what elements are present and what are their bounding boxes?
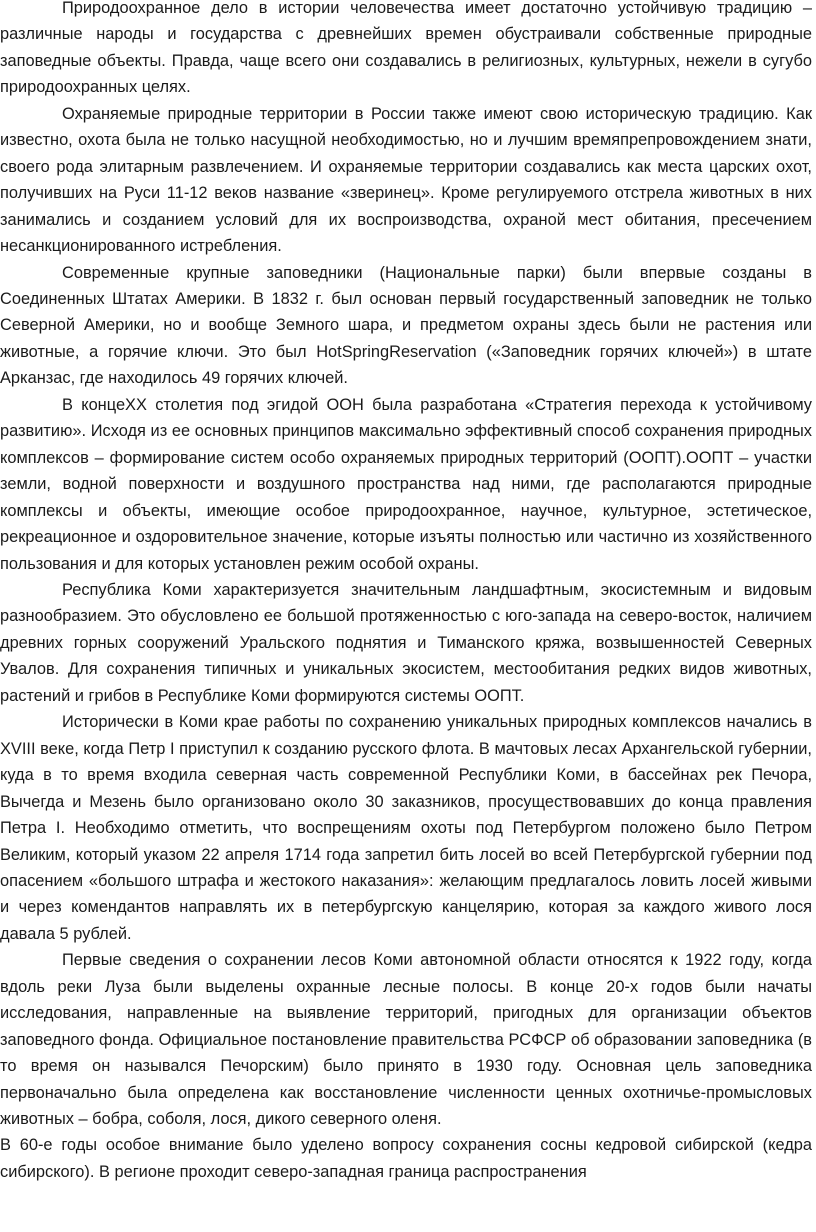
paragraph-7: Первые сведения о сохранении лесов Коми автономной области относятся к 1922 году, когда вдоль реки Луза были выделены охранные лесные полосы. В конце 20-х годов были начаты исследования, направленные на выявление территорий, пригодных для организации объектов заповедного фонда. Официальное постановление правительства РСФСР об образовании заповедника (в то время он назывался Печорским) было принято в 1930 году. Основная цель заповедника первоначально была определена как восстановление численности ценных охотничье-промысловых животных – бобра, соболя, лося, дикого северного оленя.	[0, 951, 812, 1129]
paragraph-2: Охраняемые природные территории в России также имеют свою историческую традицию. Как известно, охота была не только насущной необходимостью, но и лучшим времяпрепровождением знати, своего рода элитарным развлечением. И охраняемые территории создавались как места царских охот, получивших на Руси 11-12 веков название «зверинец». Кроме регулируемого отстрела животных в них занимались и созданием условий для их воспроизводства, охраной мест обитания, пресечением несанкционированного истребления.	[0, 104, 812, 256]
paragraph-3: Современные крупные заповедники (Национальные парки) были впервые созданы в Соединенных Штатах Америки. В 1832 г. был основан первый государственный заповедник не только Северной Америки, но и вообще Земного шара, и предметом охраны здесь были не растения или животные, а горячие ключи. Это был HotSpringReservation («Заповедник горячих ключей») в штате Арканзас, где находилось 49 горячих ключей.	[0, 263, 812, 388]
paragraph-4: В концеXX столетия под эгидой ООН была разработана «Стратегия перехода к устойчивому развитию». Исходя из ее основных принципов максимально эффективный способ сохранения природных комплексов – формирование систем особо охраняемых природных территорий (ООПТ).ООПТ – участки земли, водной поверхности и воздушного пространства над ними, где располагаются природные комплексы и объекты, имеющие особое природоохранное, научное, культурное, эстетическое, рекреационное и оздоровительное значение, которые изъяты полностью или частично из хозяйственного пользования и для которых установлен режим особой охраны.	[0, 395, 812, 573]
paragraph-6: Исторически в Коми крае работы по сохранению уникальных природных комплексов начались в XVIII веке, когда Петр I приступил к созданию русского флота. В мачтовых лесах Архангельской губернии, куда в то время входила северная часть современной Республики Коми, в бассейнах рек Печора, Вычегда и Мезень было организовано около 30 заказников, просуществовавших до конца правления Петра I. Необходимо отметить, что воспрещениям охоты под Петербургом положено было Петром Великим, который указом 22 апреля 1714 года запретил бить лосей во всей Петербургской губернии под опасением «большого штрафа и жестокого наказания»: желающим предлагалось ловить лосей живыми и через комендантов направлять их в петербургскую канцелярию, которая за каждого живого лося давала 5 рублей.	[0, 713, 812, 943]
paragraph-8: В 60-е годы особое внимание было уделено вопросу сохранения сосны кедровой сибирской (кедра сибирского). В регионе проходит северо-западная граница распространения	[0, 1136, 812, 1181]
paragraph-5: Республика Коми характеризуется значительным ландшафтным, экосистемным и видовым разнообразием. Это обусловлено ее большой протяженностью с юго-запада на северо-восток, наличием древних горных сооружений Уральского поднятия и Тиманского кряжа, возвышенностей Северных Увалов. Для сохранения типичных и уникальных экосистем, местообитания редких видов животных, растений и грибов в Республике Коми формируются системы ООПТ.	[0, 580, 812, 705]
paragraph-1: Природоохранное дело в истории человечества имеет достаточно устойчивую традицию – различные народы и государства с древнейших времен обустраивали собственные природные заповедные объекты. Правда, чаще всего они создавались в религиозных, культурных, нежели в сугубо природоохранных целях.	[0, 0, 812, 97]
